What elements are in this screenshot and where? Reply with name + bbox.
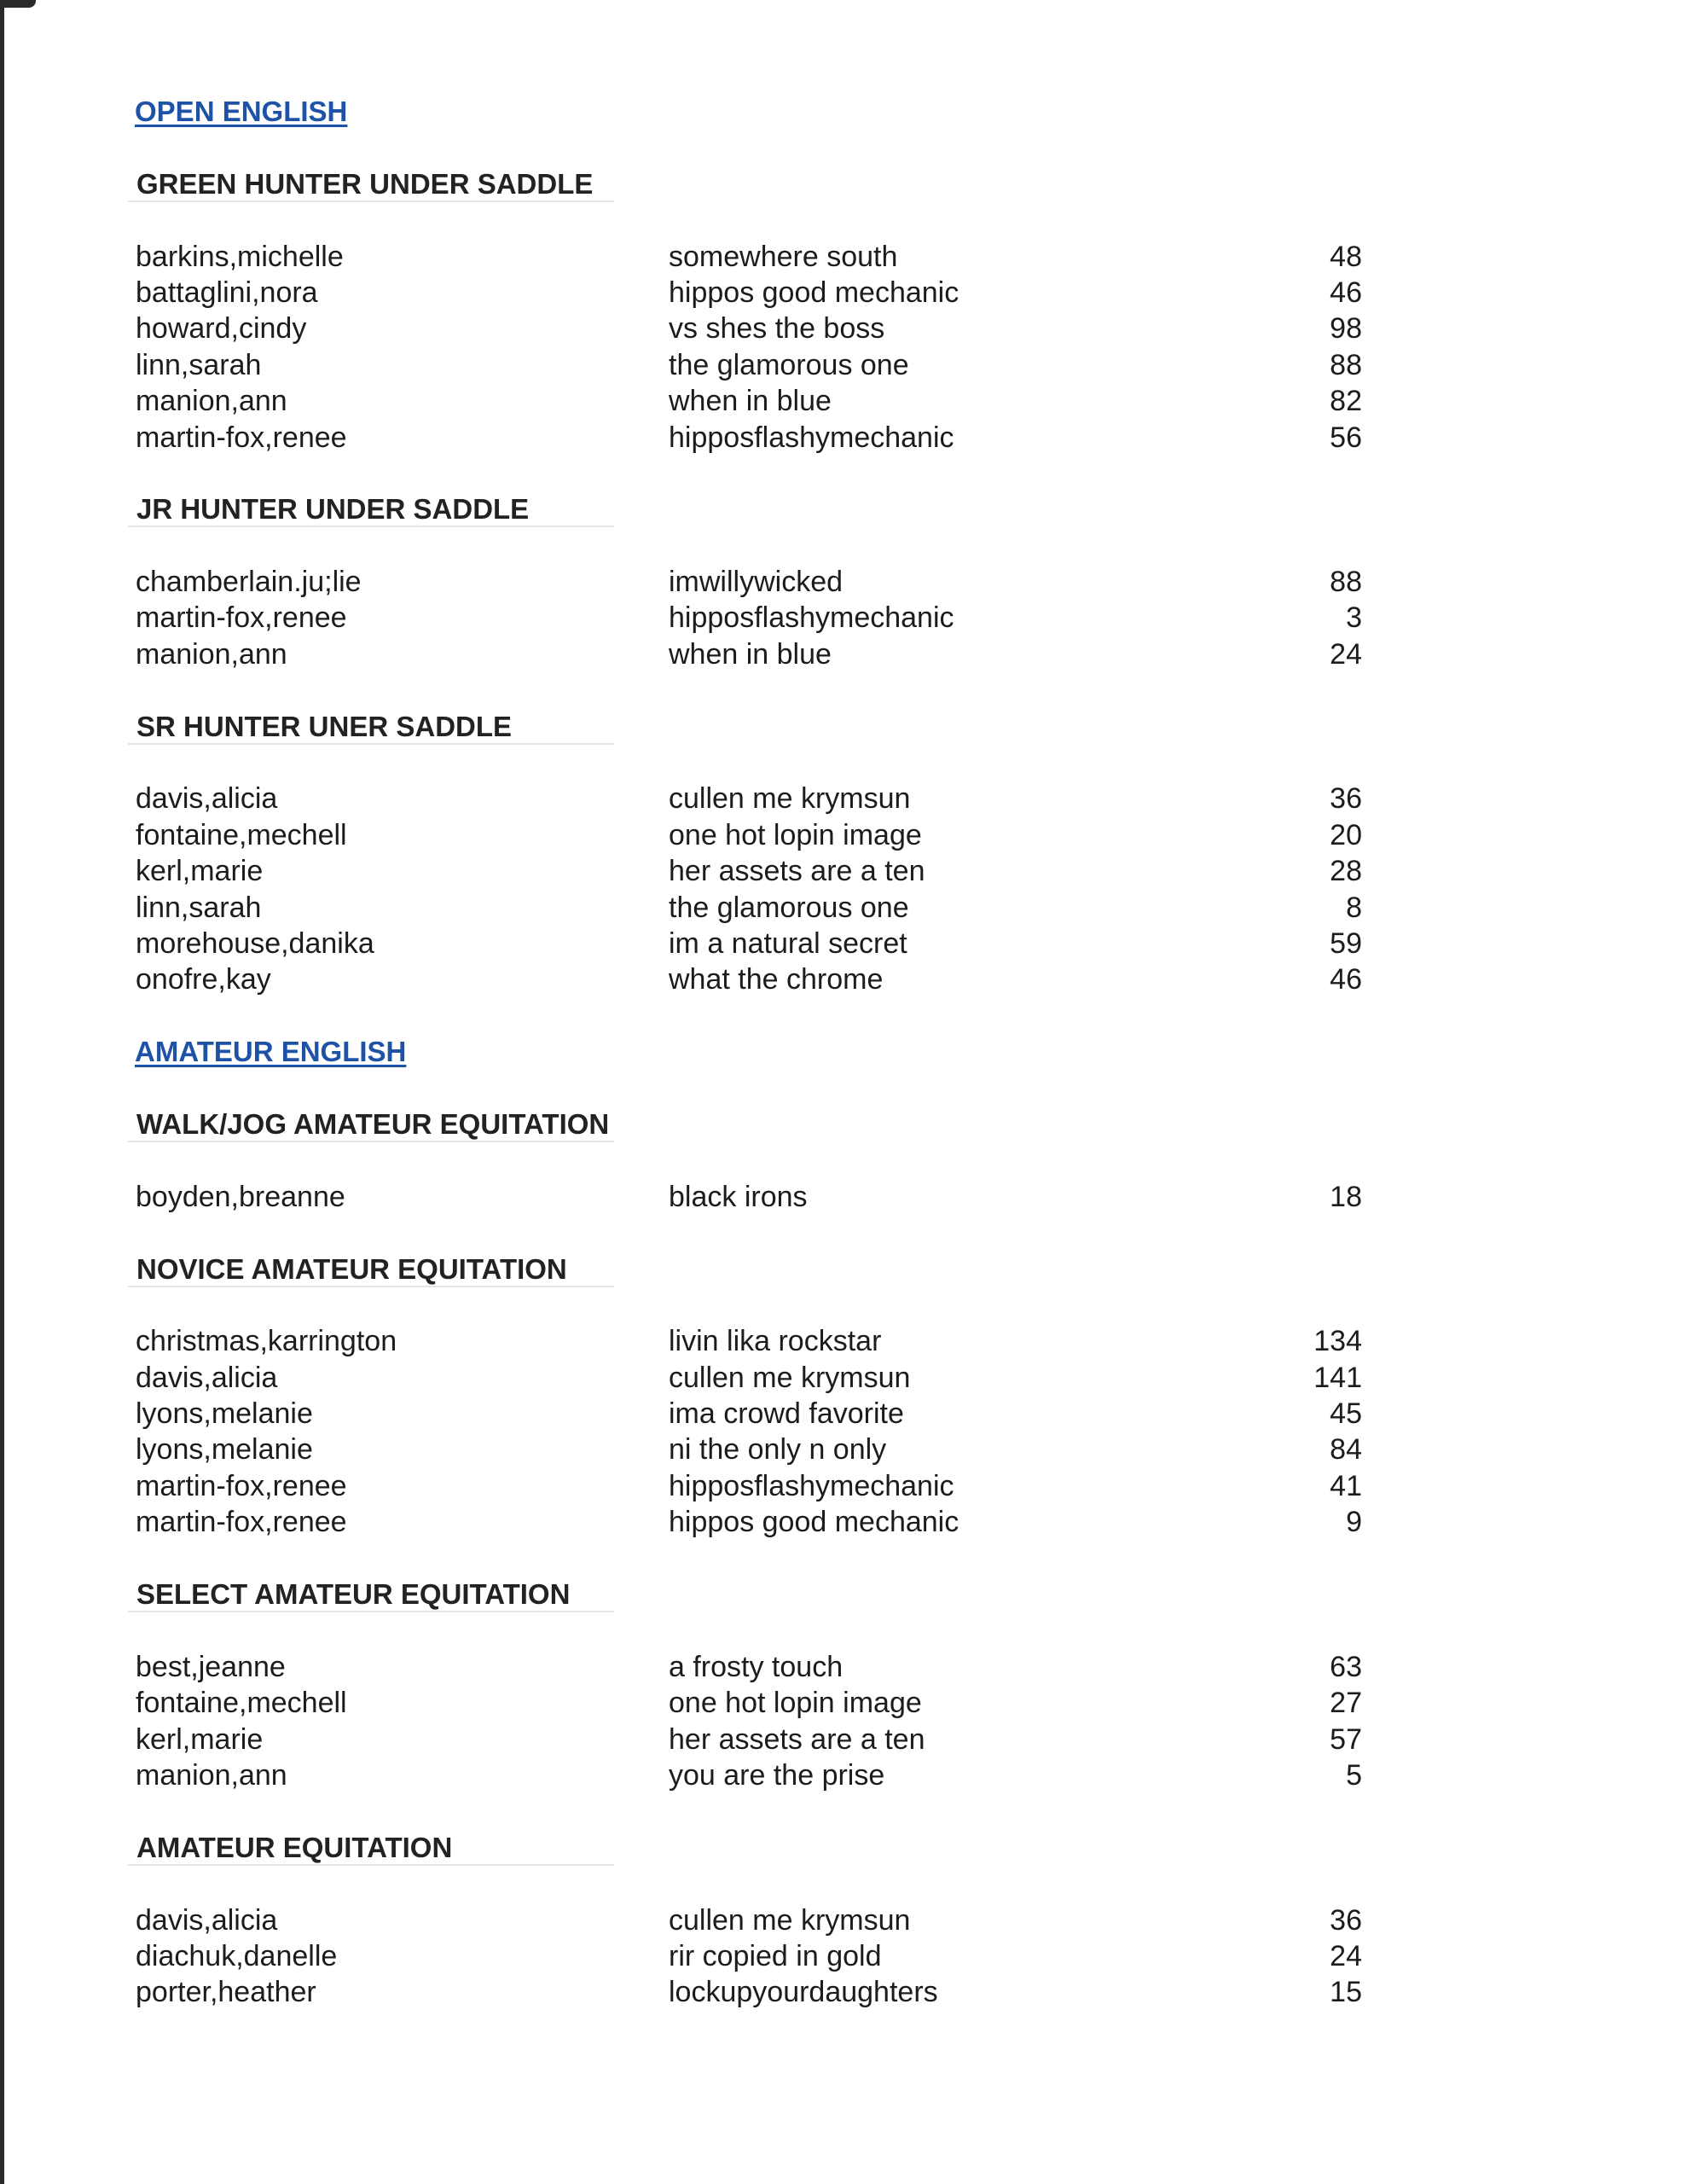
entry-number: 27: [1330, 1687, 1362, 1720]
class-heading: AMATEUR EQUITATION: [136, 1831, 453, 1863]
entry-row: [0, 600, 1687, 636]
horse-name: vs shes the boss: [669, 312, 885, 346]
rider-name: martin-fox,renee: [136, 1469, 347, 1502]
rider-name: barkins,michelle: [136, 240, 344, 273]
entry-row: [0, 311, 1687, 346]
entry-row: [0, 239, 1687, 275]
horse-name: cullen me krymsun: [669, 1361, 911, 1394]
entry-row: [0, 890, 1687, 926]
horse-name: one hot lopin image: [669, 1687, 922, 1720]
entry-row: [0, 1179, 1687, 1215]
entry-number: 46: [1330, 276, 1362, 309]
entry-row: [0, 1468, 1687, 1504]
entry-number: 57: [1330, 1722, 1362, 1756]
horse-name: one hot lopin image: [669, 818, 922, 851]
entry-row: [0, 1649, 1687, 1685]
entry-row: [0, 383, 1687, 419]
entry-number: 36: [1330, 1903, 1362, 1937]
horse-name: when in blue: [669, 385, 832, 418]
rider-name: onofre,kay: [136, 963, 271, 996]
entry-number: 20: [1330, 818, 1362, 851]
rider-name: fontaine,mechell: [136, 818, 347, 851]
horse-name: hippos good mechanic: [669, 1506, 959, 1539]
horse-name: im a natural secret: [669, 926, 907, 960]
entry-number: 15: [1330, 1976, 1362, 2009]
rider-name: martin-fox,renee: [136, 421, 347, 454]
entry-row: [0, 961, 1687, 997]
rider-name: christmas,karrington: [136, 1325, 397, 1358]
entry-number: 36: [1330, 782, 1362, 816]
entry-number: 45: [1330, 1397, 1362, 1431]
entry-number: 9: [1346, 1506, 1362, 1539]
rider-name: davis,alicia: [136, 1361, 278, 1394]
rider-name: kerl,marie: [136, 1722, 264, 1756]
entry-row: [0, 1323, 1687, 1359]
entry-number: 28: [1330, 855, 1362, 888]
rider-name: martin-fox,renee: [136, 1506, 347, 1539]
rider-name: davis,alicia: [136, 1903, 278, 1937]
horse-name: cullen me krymsun: [669, 782, 911, 816]
entry-number: 88: [1330, 348, 1362, 381]
horse-name: livin lika rockstar: [669, 1325, 882, 1358]
entry-number: 84: [1330, 1433, 1362, 1467]
rider-name: boyden,breanne: [136, 1180, 345, 1213]
scan-corner: [0, 0, 36, 8]
entry-number: 134: [1313, 1325, 1362, 1358]
class-heading: WALK/JOG AMATEUR EQUITATION: [136, 1107, 610, 1140]
entry-number: 48: [1330, 240, 1362, 273]
entry-number: 82: [1330, 385, 1362, 418]
horse-name: hipposflashymechanic: [669, 601, 954, 635]
horse-name: her assets are a ten: [669, 855, 925, 888]
class-heading: SR HUNTER UNER SADDLE: [136, 710, 513, 742]
rider-name: linn,sarah: [136, 891, 262, 924]
class-heading: JR HUNTER UNDER SADDLE: [136, 493, 530, 526]
entry-number: 18: [1330, 1180, 1362, 1213]
rider-name: morehouse,danika: [136, 926, 374, 960]
horse-name: lockupyourdaughters: [669, 1976, 938, 2009]
rider-name: kerl,marie: [136, 855, 264, 888]
rider-name: manion,ann: [136, 637, 287, 671]
entry-row: [0, 636, 1687, 672]
horse-name: ima crowd favorite: [669, 1397, 904, 1431]
entry-row: [0, 853, 1687, 889]
class-heading: NOVICE AMATEUR EQUITATION: [136, 1252, 567, 1285]
rider-name: best,jeanne: [136, 1650, 286, 1683]
entry-number: 46: [1330, 963, 1362, 996]
entry-number: 8: [1346, 891, 1362, 924]
entry-number: 59: [1330, 926, 1362, 960]
entry-row: [0, 926, 1687, 961]
rider-name: battaglini,nora: [136, 276, 318, 309]
entry-row: [0, 1902, 1687, 1938]
entry-row: [0, 564, 1687, 600]
entry-number: 56: [1330, 421, 1362, 454]
entry-row: [0, 1504, 1687, 1540]
category-heading: AMATEUR ENGLISH: [135, 1036, 407, 1068]
horse-name: her assets are a ten: [669, 1722, 925, 1756]
rider-name: manion,ann: [136, 1758, 287, 1792]
rider-name: davis,alicia: [136, 782, 278, 816]
horse-name: a frosty touch: [669, 1650, 844, 1683]
horse-name: you are the prise: [669, 1758, 885, 1792]
rider-name: howard,cindy: [136, 312, 307, 346]
entry-number: 141: [1313, 1361, 1362, 1394]
horse-name: black irons: [669, 1180, 808, 1213]
rider-name: lyons,melanie: [136, 1433, 313, 1467]
horse-name: hipposflashymechanic: [669, 1469, 954, 1502]
entry-number: 41: [1330, 1469, 1362, 1502]
rider-name: diachuk,danelle: [136, 1939, 338, 1972]
entry-number: 24: [1330, 1939, 1362, 1972]
rider-name: chamberlain.ju;lie: [136, 566, 362, 599]
horse-name: what the chrome: [669, 963, 884, 996]
entry-row: [0, 347, 1687, 383]
entry-row: [0, 1722, 1687, 1757]
rider-name: martin-fox,renee: [136, 601, 347, 635]
entry-number: 5: [1346, 1758, 1362, 1792]
entry-row: [0, 275, 1687, 311]
horse-name: hipposflashymechanic: [669, 421, 954, 454]
entry-row: [0, 420, 1687, 456]
horse-name: cullen me krymsun: [669, 1903, 911, 1937]
rider-name: fontaine,mechell: [136, 1687, 347, 1720]
rider-name: porter,heather: [136, 1976, 316, 2009]
entry-row: [0, 1757, 1687, 1793]
entry-row: [0, 817, 1687, 853]
horse-name: ni the only n only: [669, 1433, 887, 1467]
horse-name: the glamorous one: [669, 348, 909, 381]
entry-number: 63: [1330, 1650, 1362, 1683]
entry-row: [0, 1685, 1687, 1721]
entry-number: 3: [1346, 601, 1362, 635]
rider-name: lyons,melanie: [136, 1397, 313, 1431]
horse-name: hippos good mechanic: [669, 276, 959, 309]
entry-number: 88: [1330, 566, 1362, 599]
entry-row: [0, 781, 1687, 816]
entry-row: [0, 1974, 1687, 2010]
class-heading: GREEN HUNTER UNDER SADDLE: [136, 167, 594, 200]
class-heading: SELECT AMATEUR EQUITATION: [136, 1578, 571, 1611]
entry-row: [0, 1938, 1687, 1974]
horse-name: imwillywicked: [669, 566, 844, 599]
horse-name: rir copied in gold: [669, 1939, 882, 1972]
category-heading: OPEN ENGLISH: [135, 96, 348, 127]
horse-name: somewhere south: [669, 240, 898, 273]
horse-name: when in blue: [669, 637, 832, 671]
entry-row: [0, 1432, 1687, 1467]
entry-row: [0, 1396, 1687, 1432]
entry-number: 24: [1330, 637, 1362, 671]
entry-number: 98: [1330, 312, 1362, 346]
rider-name: linn,sarah: [136, 348, 262, 381]
horse-name: the glamorous one: [669, 891, 909, 924]
entry-list-document: [0, 94, 1687, 2047]
entry-row: [0, 1360, 1687, 1396]
rider-name: manion,ann: [136, 385, 287, 418]
